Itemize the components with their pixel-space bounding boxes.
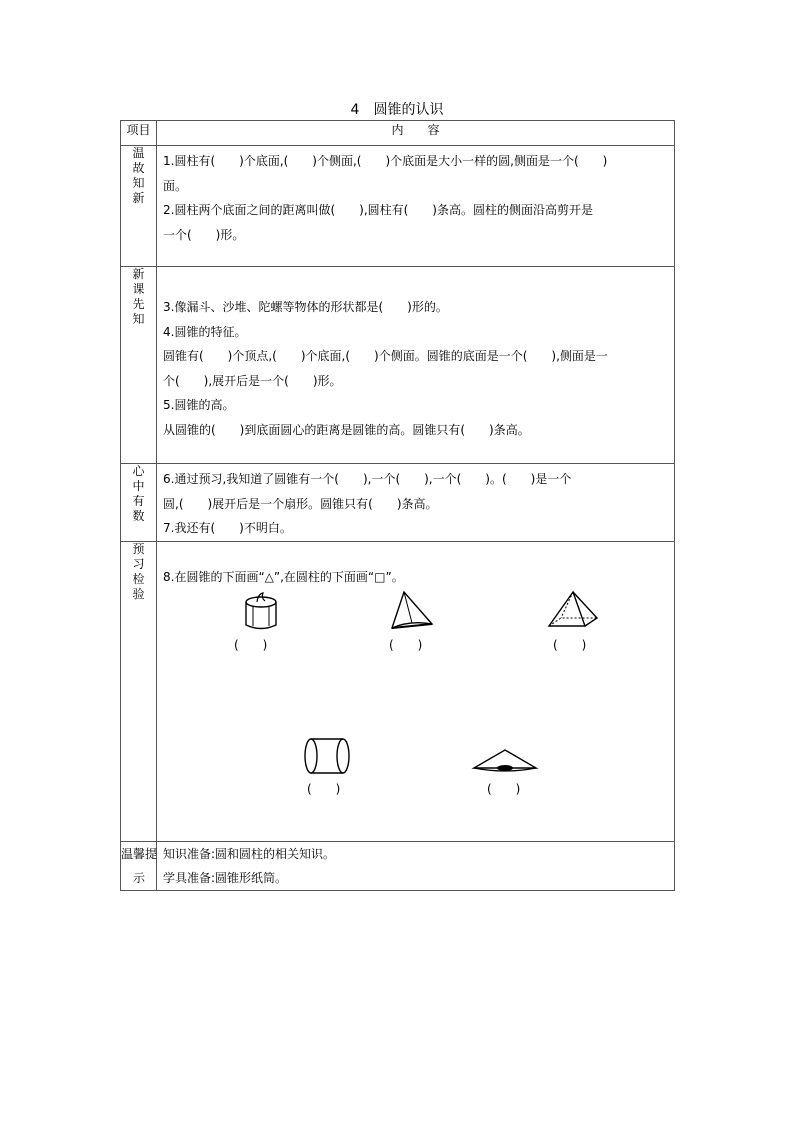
- header-content: [157, 121, 675, 146]
- section-content: [157, 541, 675, 841]
- section-self-check: [121, 464, 675, 542]
- preview-worksheet-table: [120, 120, 675, 891]
- question-line: 6.通过预习,我知道了圆锥有一个( ),一个( ),一个( )。( )是一个: [163, 472, 572, 486]
- answer-blank[interactable]: ( ): [553, 637, 587, 652]
- question-line: 4.圆锥的特征。: [163, 324, 247, 339]
- section-label: 温馨提示: [121, 841, 157, 890]
- section-tips: [121, 841, 675, 890]
- question-line: 2.圆柱两个底面之间的距离叫做( ),圆柱有( )条高。圆柱的侧面沿高剪开是: [163, 203, 593, 217]
- cylinder-cup-icon: [231, 592, 291, 632]
- section-label: 预习检验: [121, 541, 157, 841]
- section-content: [157, 841, 675, 890]
- question-line: 1.圆柱有( )个底面,( )个侧面,( )个底面是大小一样的圆,侧面是一个( ): [163, 154, 608, 168]
- question-line: 圆锥有( )个顶点,( )个底面,( )个侧面。圆锥的底面是一个( ),侧面是一: [163, 349, 608, 363]
- question-line: 8.在圆锥的下面画“△”,在圆柱的下面画“□”。: [163, 569, 404, 584]
- answer-blank[interactable]: ( ): [234, 637, 268, 652]
- question-line: 5.圆锥的高。: [163, 398, 235, 412]
- shapes-area: [157, 586, 674, 841]
- section-review: [121, 146, 675, 267]
- question-line: 7.我还有( )不明白。: [163, 521, 292, 535]
- question-line: 从圆锥的( )到底面圆心的距离是圆锥的高。圆锥只有( )条高。: [163, 422, 530, 437]
- section-label: 新课先知: [121, 267, 157, 464]
- header-row: [121, 121, 675, 146]
- section-content: [157, 267, 675, 464]
- section-new-lesson: [121, 267, 675, 464]
- question-line: 个( ),展开后是一个( )形。: [163, 373, 342, 388]
- answer-blank[interactable]: ( ): [389, 637, 423, 652]
- header-content-label: 内 容: [391, 123, 440, 137]
- conical-hat-icon: [470, 746, 540, 776]
- cylinder-icon: [301, 736, 357, 778]
- answer-blank[interactable]: ( ): [307, 781, 341, 796]
- section-label: 心中有数: [121, 464, 157, 542]
- section-content: [157, 464, 675, 542]
- question-line: 面。: [163, 178, 188, 193]
- section-label: 温故知新: [121, 146, 157, 267]
- question-line: 圆,( )展开后是一个扇形。圆锥只有( )条高。: [163, 496, 438, 511]
- question-line: 一个( )形。: [163, 227, 245, 242]
- answer-blank[interactable]: ( ): [487, 781, 521, 796]
- question-line: 3.像漏斗、沙堆、陀螺等物体的形状都是( )形的。: [163, 300, 448, 314]
- page-title: 4 圆锥的认识: [350, 102, 444, 118]
- tip-line: 学具准备:圆锥形纸筒。: [163, 870, 288, 885]
- section-preview-test: [121, 541, 675, 841]
- pyramid-icon: [545, 590, 605, 632]
- header-project: 项目: [121, 121, 157, 146]
- section-content: [157, 146, 675, 267]
- tip-line: 知识准备:圆和圆柱的相关知识。: [163, 846, 336, 861]
- tilted-cone-icon: [382, 590, 442, 632]
